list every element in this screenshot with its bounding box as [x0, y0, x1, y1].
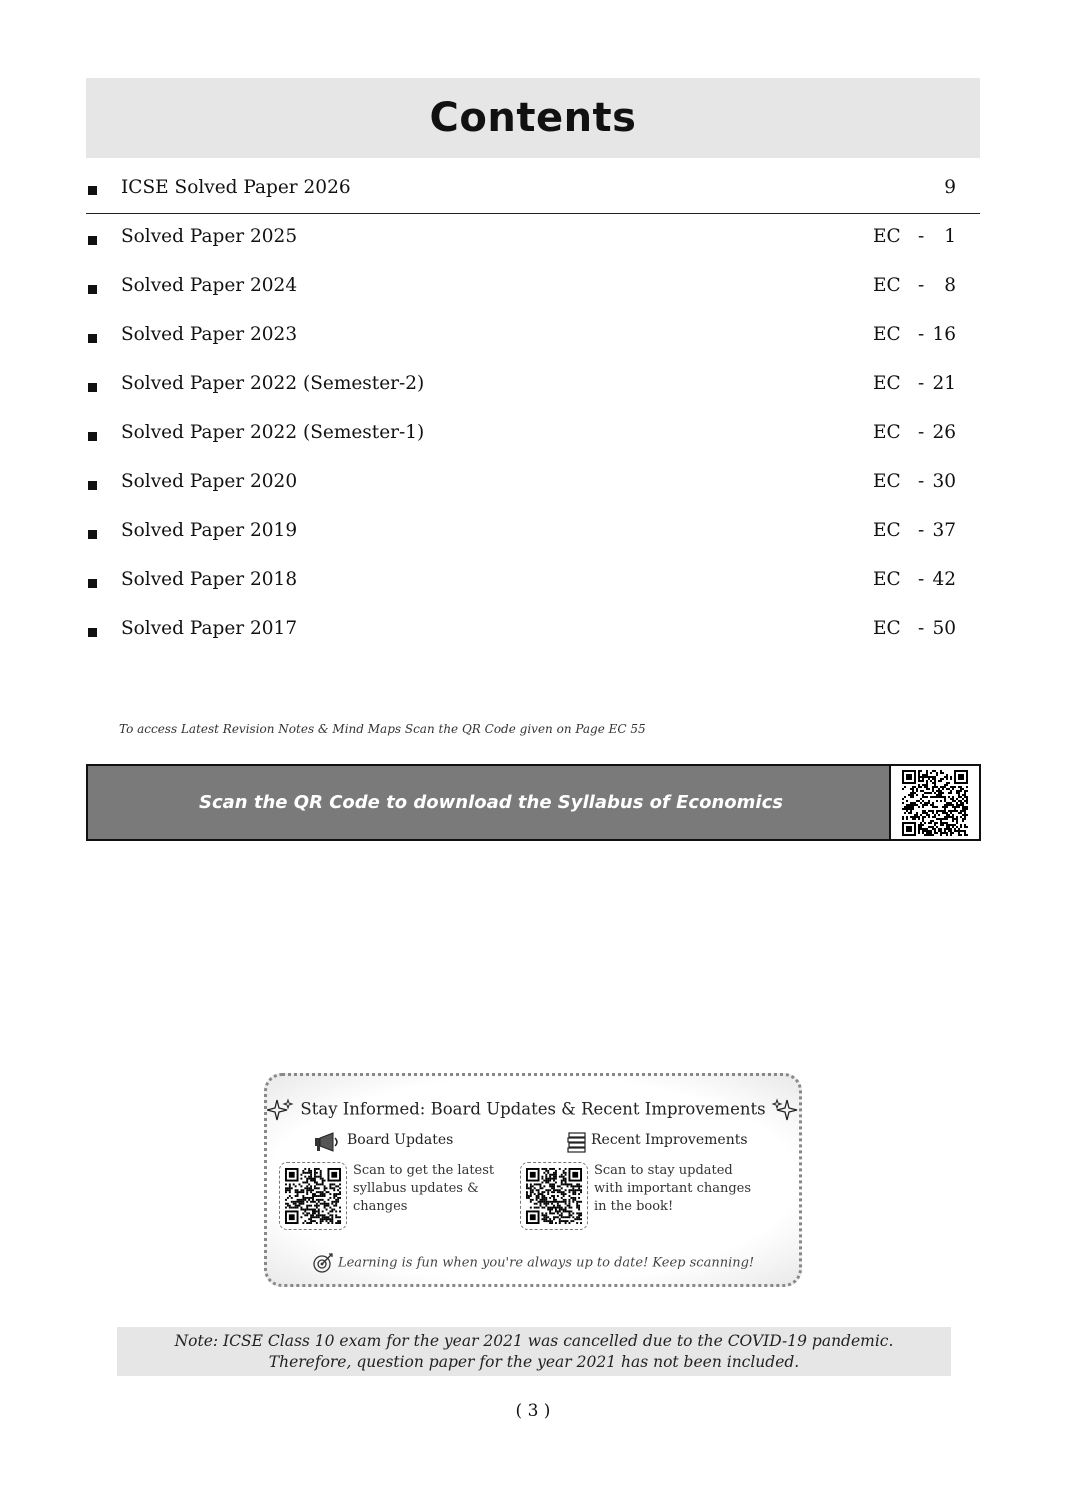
toc-label: Solved Paper 2023	[121, 324, 298, 345]
bullet-icon	[88, 236, 97, 245]
covid-note-line1: Note: ICSE Class 10 exam for the year 2021 was cancelled due to the COVID-19 pandemic.	[174, 1332, 894, 1350]
toc-label: Solved Paper 2025	[121, 226, 298, 247]
bullet-icon	[88, 334, 97, 343]
toc-page: 1	[944, 226, 956, 247]
toc-label: Solved Paper 2020	[121, 471, 298, 492]
toc-prefix: EC	[873, 226, 901, 247]
qr-code-icon[interactable]	[279, 1162, 347, 1230]
stay-title-text: Stay Informed: Board Updates & Recent Improvements	[300, 1099, 766, 1119]
toc-dash: -	[918, 226, 925, 247]
toc-dash: -	[918, 275, 925, 296]
stay-informed-box	[264, 1073, 802, 1287]
bullet-icon	[88, 383, 97, 392]
stay-footer-text: Learning is fun when you're always up to date! Keep scanning!	[337, 1255, 755, 1271]
toc-prefix: EC	[873, 520, 901, 541]
toc-prefix: EC	[873, 618, 901, 639]
toc-page: 42	[932, 569, 956, 590]
toc-dash: -	[918, 373, 925, 394]
toc-page: 8	[944, 275, 956, 296]
toc-row[interactable]	[86, 557, 980, 606]
toc-prefix: EC	[873, 422, 901, 443]
toc-row[interactable]	[86, 263, 980, 312]
toc-page: 50	[932, 618, 956, 639]
toc-dash: -	[918, 324, 925, 345]
covid-note-line2: Therefore, question paper for the year 2021 has not been included.	[268, 1353, 800, 1371]
toc-dash: -	[918, 618, 925, 639]
toc-row-featured[interactable]	[86, 165, 980, 214]
syllabus-scan-banner	[86, 764, 981, 841]
toc-row[interactable]	[86, 606, 980, 655]
toc-page: 21	[932, 373, 956, 394]
book-stack-icon	[567, 1131, 587, 1153]
bullet-icon	[88, 628, 97, 637]
megaphone-icon	[313, 1132, 341, 1152]
sparkle-icon	[267, 1098, 295, 1122]
toc-row[interactable]	[86, 312, 980, 361]
toc-row[interactable]	[86, 361, 980, 410]
board-updates-desc: Scan to get the latest syllabus updates & changes	[353, 1163, 495, 1214]
table-of-contents	[86, 165, 980, 655]
target-icon	[312, 1252, 334, 1274]
toc-prefix: EC	[873, 324, 901, 345]
toc-label: Solved Paper 2022 (Semester-2)	[121, 373, 425, 394]
bullet-icon	[88, 481, 97, 490]
sparkle-icon	[771, 1098, 799, 1122]
bullet-icon	[88, 285, 97, 294]
toc-prefix: EC	[873, 569, 901, 590]
toc-row[interactable]	[86, 508, 980, 557]
toc-page: 9	[944, 177, 956, 198]
toc-dash: -	[918, 471, 925, 492]
toc-label: Solved Paper 2017	[121, 618, 298, 639]
toc-dash: -	[918, 520, 925, 541]
toc-label: Solved Paper 2019	[121, 520, 298, 541]
bullet-icon	[88, 530, 97, 539]
toc-page: 16	[932, 324, 956, 345]
toc-row[interactable]	[86, 214, 980, 263]
bullet-icon	[88, 432, 97, 441]
recent-improvements-desc: Scan to stay updated with important changes in the book!	[594, 1163, 752, 1214]
toc-label: Solved Paper 2022 (Semester-1)	[121, 422, 425, 443]
covid-note	[117, 1327, 951, 1376]
recent-improvements-heading: Recent Improvements	[591, 1132, 748, 1148]
toc-prefix: EC	[873, 471, 901, 492]
access-note: To access Latest Revision Notes & Mind Maps Scan the QR Code given on Page EC 55	[119, 722, 646, 736]
page-title: Contents	[429, 95, 637, 141]
qr-code-icon[interactable]	[889, 766, 979, 839]
toc-label: Solved Paper 2018	[121, 569, 298, 590]
bullet-icon	[88, 186, 97, 195]
bullet-icon	[88, 579, 97, 588]
toc-page: 37	[932, 520, 956, 541]
toc-prefix: EC	[873, 373, 901, 394]
toc-label: Solved Paper 2024	[121, 275, 298, 296]
toc-page: 30	[932, 471, 956, 492]
contents-header	[86, 78, 980, 158]
toc-list	[86, 214, 980, 655]
toc-row[interactable]	[86, 459, 980, 508]
scan-banner-text: Scan the QR Code to download the Syllabus of Economics	[199, 792, 783, 813]
toc-prefix: EC	[873, 275, 901, 296]
toc-label: ICSE Solved Paper 2026	[121, 177, 351, 198]
board-updates-heading: Board Updates	[347, 1132, 454, 1148]
toc-dash: -	[918, 422, 925, 443]
toc-dash: -	[918, 569, 925, 590]
page-number: ( 3 )	[515, 1401, 551, 1421]
toc-row[interactable]	[86, 410, 980, 459]
toc-page: 26	[932, 422, 956, 443]
qr-code-icon[interactable]	[520, 1162, 588, 1230]
